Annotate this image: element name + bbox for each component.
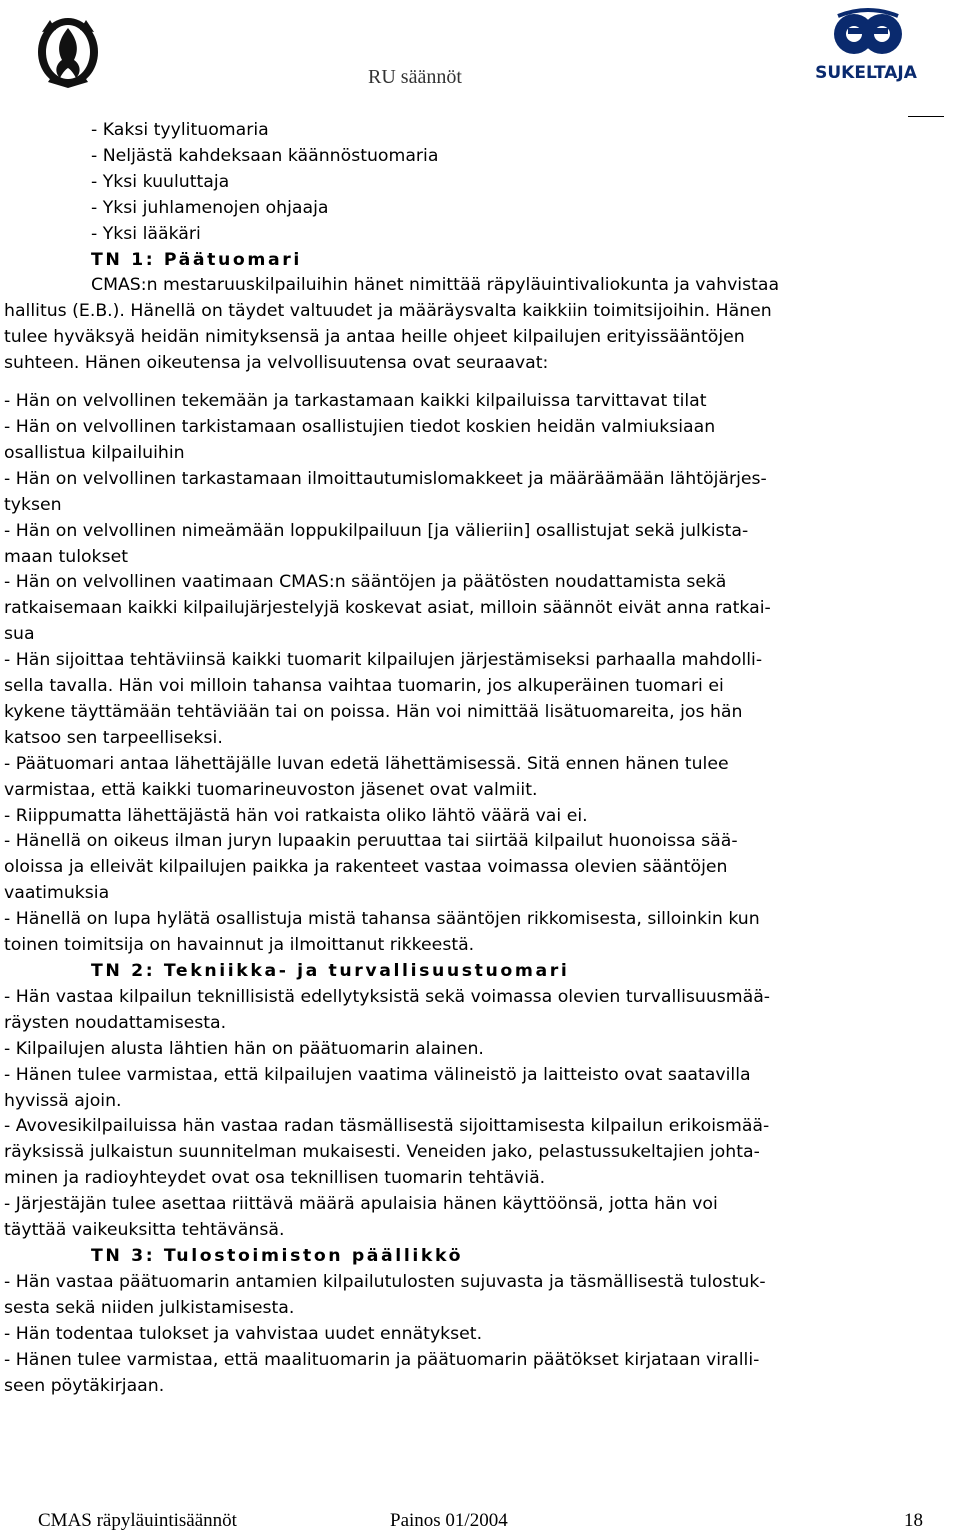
footer-page-number: 18 (904, 1510, 923, 1531)
tn1-duty-line: - Hän on velvollinen tekemään ja tarkastamaan kaikki kilpailuissa tarvittavat tilat (4, 391, 707, 412)
cmas-logo-icon (34, 12, 102, 90)
tn1-duty-line: tyksen (4, 494, 62, 515)
tn1-intro-line: tulee hyväksyä heidän nimityksensä ja antaa heille ohjeet kilpailujen erityissääntöjen (4, 327, 745, 348)
tn2-line: - Hän vastaa kilpailun teknillisistä edellytyksistä sekä voimassa olevien turvallisuusmää- (4, 986, 771, 1007)
tn1-duty-line: varmistaa, että kaikki tuomarineuvoston jäsenet ovat valmiit. (4, 779, 538, 800)
tn2-line: - Avovesikilpailuissa hän vastaa radan täsmällisestä sijoittamisesta kilpailun erikoismää- (4, 1116, 770, 1137)
tn1-duty-line: - Riippumatta lähettäjästä hän voi ratkaista oliko lähtö väärä vai ei. (4, 805, 588, 826)
section-heading-tn3: TN 3: Tulostoimiston päällikkö (91, 1245, 464, 1266)
tn1-intro-line: CMAS:n mestaruuskilpailuihin hänet nimittää räpyläuintivaliokunta ja vahvistaa (91, 275, 780, 296)
tn2-line: - Hänen tulee varmistaa, että kilpailujen vaatima välineistö ja laitteisto ovat saatavilla (4, 1064, 751, 1085)
sukeltaja-logo (808, 6, 924, 88)
tn1-duty-line: - Hän on velvollinen nimeämään loppukilpailuun [ja välieriin] osallistujat sekä julkista- (4, 520, 749, 541)
tn1-duty-line: ratkaisemaan kaikki kilpailujärjestelyjä koskevat asiat, milloin säännöt eivät anna ratkai- (4, 598, 771, 619)
tn1-intro-line: suhteen. Hänen oikeutensa ja velvollisuutensa ovat seuraavat: (4, 353, 549, 374)
footer-document-title: CMAS räpyläuintisäännöt (38, 1510, 237, 1531)
tn1-duty-line: sella tavalla. Hän voi milloin tahansa vaihtaa tuomarin, jos alkuperäinen tuomari ei (4, 676, 724, 697)
section-heading-tn2: TN 2: Tekniikka- ja turvallisuustuomari (91, 961, 570, 981)
tn2-line: - Kilpailujen alusta lähtien hän on päätuomarin alainen. (4, 1038, 484, 1059)
tn2-line: räyksissä julkaistun suunnitelman mukaisesti. Veneiden jako, pelastussukeltajien johta- (4, 1142, 760, 1163)
header-rule (908, 116, 944, 117)
tn2-line: minen ja radioyhteydet ovat osa teknillisen tuomarin tehtäviä. (4, 1168, 546, 1189)
page-footer (0, 1510, 960, 1537)
page-header-title: RU säännöt (368, 66, 462, 88)
tn1-duty-line: - Hän on velvollinen vaatimaan CMAS:n sääntöjen ja päätösten noudattamista sekä (4, 572, 727, 593)
document-body (4, 118, 954, 1399)
staff-item: - Neljästä kahdeksaan käännöstuomaria (91, 145, 439, 166)
tn1-intro (4, 273, 954, 377)
tn2-line: - Järjestäjän tulee asettaa riittävä määrä apulaisia hänen käyttöönsä, jotta hän voi (4, 1194, 718, 1215)
tn2-line: räysten noudattamisesta. (4, 1012, 227, 1033)
staff-item: - Kaksi tyylituomaria (91, 120, 269, 140)
tn1-duty-line: - Hän on velvollinen tarkastamaan ilmoittautumislomakkeet ja määräämään lähtöjärjes- (4, 468, 767, 489)
tn3-lines (4, 1270, 954, 1400)
tn1-duty-line: - Päätuomari antaa lähettäjälle luvan edetä lähettämisessä. Sitä ennen hänen tulee (4, 753, 729, 774)
tn2-line: hyvissä ajoin. (4, 1090, 122, 1111)
footer-edition: Painos 01/2004 (390, 1510, 508, 1531)
tn1-duty-line: - Hän sijoittaa tehtäviinsä kaikki tuomarit kilpailujen järjestämiseksi parhaalla mahdolli- (4, 650, 763, 671)
tn1-duty-line: vaatimuksia (4, 883, 110, 904)
tn2-line: täyttää vaikeuksitta tehtävänsä. (4, 1220, 285, 1241)
staff-item: - Yksi kuuluttaja (91, 171, 230, 192)
staff-item: - Yksi lääkäri (91, 223, 201, 244)
tn3-line: - Hän todentaa tulokset ja vahvistaa uudet ennätykset. (4, 1323, 483, 1344)
tn1-duty-line: - Hänellä on lupa hylätä osallistuja mistä tahansa sääntöjen rikkomisesta, silloinkin kun (4, 909, 760, 930)
page-header (0, 0, 960, 120)
tn3-line: - Hänen tulee varmistaa, että maalituomarin ja päätuomarin päätökset kirjataan viralli- (4, 1349, 760, 1370)
tn2-lines (4, 985, 954, 1244)
section-heading-tn1: TN 1: Päätuomari (91, 249, 302, 270)
tn3-line: seen pöytäkirjaan. (4, 1375, 165, 1396)
staff-item: - Yksi juhlamenojen ohjaaja (91, 197, 329, 218)
tn1-duties (4, 389, 954, 959)
tn3-line: sesta sekä niiden julkistamisesta. (4, 1297, 295, 1318)
tn1-intro-line: hallitus (E.B.). Hänellä on täydet valtuudet ja määräysvalta kaikkiin toimitsijoihin. Hänen (4, 301, 772, 322)
staff-list (4, 118, 954, 248)
tn3-line: - Hän vastaa päätuomarin antamien kilpailutulosten sujuvasta ja täsmällisestä tulostuk- (4, 1271, 766, 1292)
sukeltaja-logo-text: SUKELTAJA (815, 63, 917, 83)
tn1-duty-line: - Hänellä on oikeus ilman juryn lupaakin peruuttaa tai siirtää kilpailut huonoissa sää- (4, 831, 738, 852)
tn1-duty-line: kykene täyttämään tehtäviään tai on poissa. Hän voi nimittää lisätuomareita, jos hän (4, 701, 743, 722)
tn1-duty-line: toinen toimitsija on havainnut ja ilmoittanut rikkeestä. (4, 935, 475, 956)
tn1-duty-line: katsoo sen tarpeelliseksi. (4, 727, 223, 748)
tn1-duty-line: maan tulokset (4, 546, 128, 567)
tn1-duty-line: osallistua kilpailuihin (4, 442, 185, 463)
tn1-duty-line: - Hän on velvollinen tarkistamaan osallistujien tiedot koskien heidän valmiuksiaan (4, 416, 716, 437)
tn1-duty-line: sua (4, 624, 35, 645)
tn1-duty-line: oloissa ja elleivät kilpailujen paikka ja rakenteet vastaa voimassa olevien sääntöjen (4, 857, 728, 878)
diver-mask-icon (808, 6, 924, 88)
